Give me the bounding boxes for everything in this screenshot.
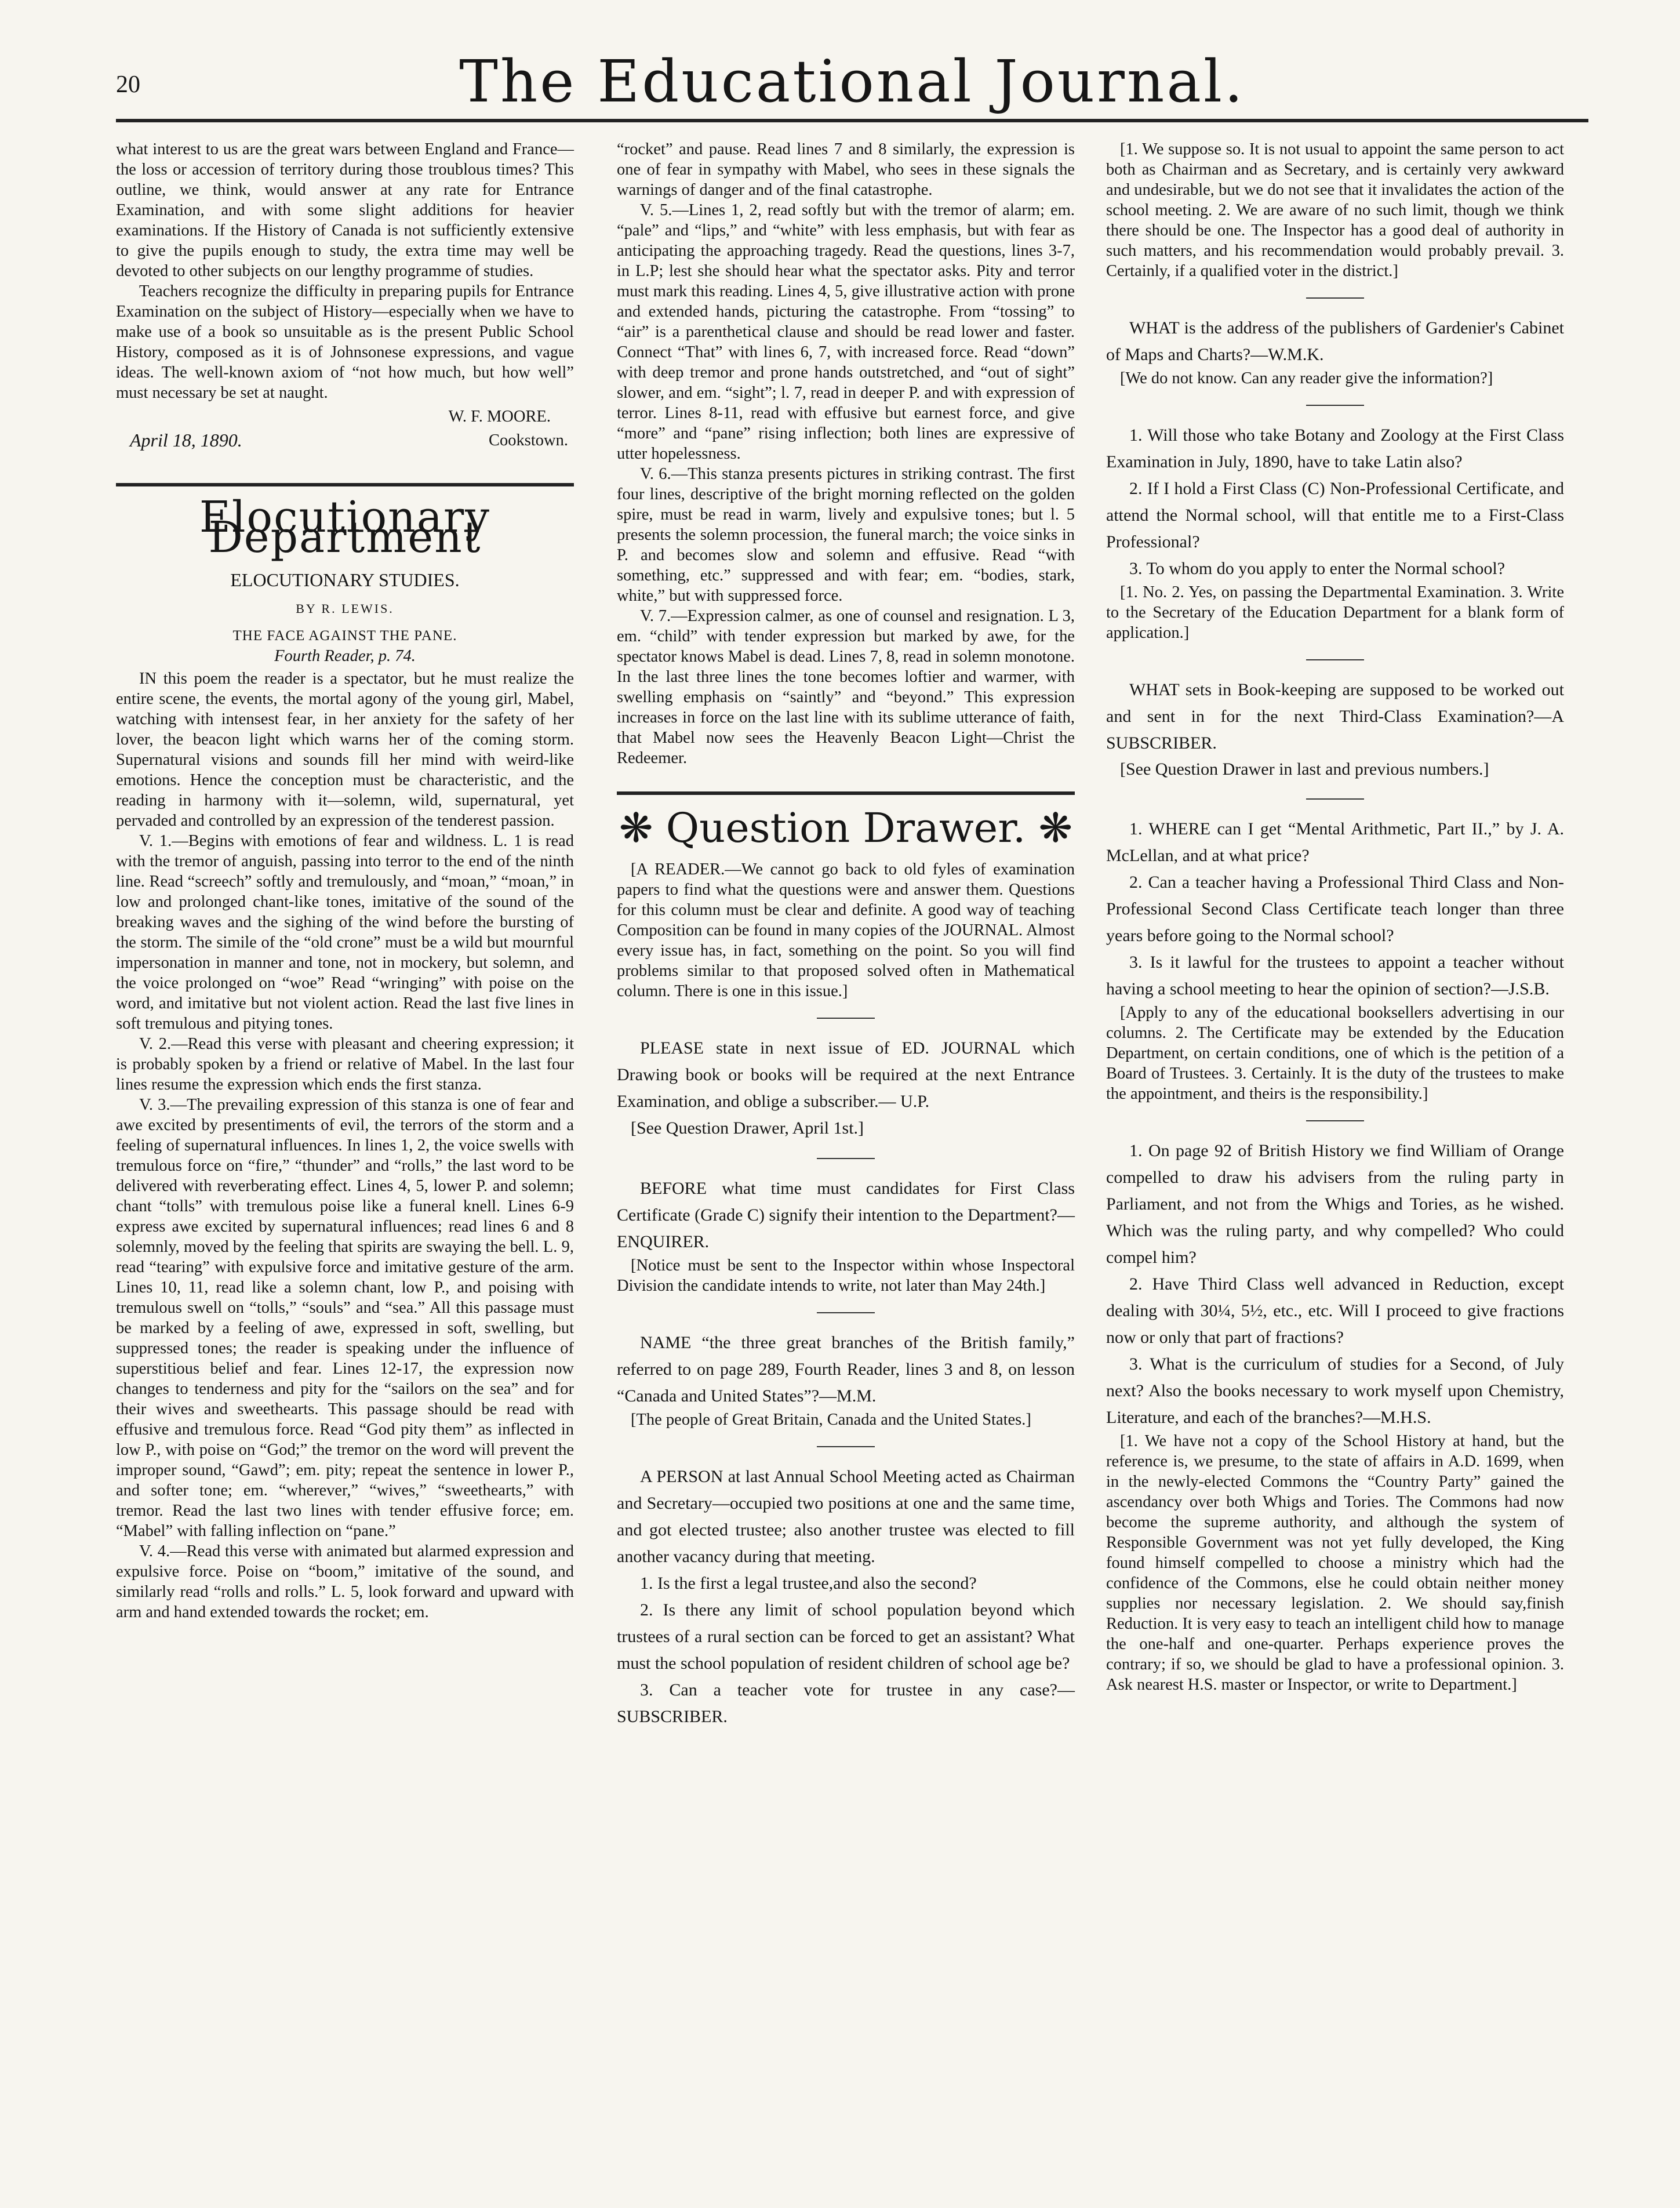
separator-rule bbox=[1306, 659, 1364, 660]
letter-paragraph: what interest to us are the great wars between England and France—the loss or accession of territory during those troublous times? This outline, we think, would answer at any rate for Entrance Examination, and with some slight additions for heavier examinations. If the History of Canada is not sufficiently extensive to give the pupils enough to study, the extra time may well be devoted to other subjects on our lengthy programme of studies. bbox=[116, 140, 574, 280]
question-item: 2. If I hold a First Class (C) Non-Professional Certificate, and attend the Normal school, will that entitle me to a First-Class Professional? bbox=[1106, 479, 1564, 551]
question-drawer-banner: ❋ Question Drawer. ❋ bbox=[617, 791, 1075, 838]
separator-rule bbox=[817, 1158, 875, 1159]
question-item: 2. Have Third Class well advanced in Reduction, except dealing with 30¼, 5½, etc., etc. Will I proceed to give fractions now or only that part of fractions? bbox=[1106, 1274, 1564, 1347]
question-text: WHAT sets in Book-keeping are supposed to be worked out and sent in for the next Third-Class Examination?—A SUBSCRIBER. bbox=[1106, 680, 1564, 753]
question-item: 1. WHERE can I get “Mental Arithmetic, Part II.,” by J. A. McLellan, and at what price? bbox=[1106, 819, 1564, 865]
question-item: 3. Is it lawful for the trustees to appoint a teacher without having a school meeting to hear the opinion of section?—J.S.B. bbox=[1106, 953, 1564, 998]
page-number: 20 bbox=[116, 71, 140, 98]
separator-rule bbox=[817, 1446, 875, 1447]
question-item: 1. On page 92 of British History we find William of Orange compelled to draw his advisers from the ruling party in Parliament, and not from the Whigs and Tories, as he wished. Which was the ruling party, and why compelled? Who could compel him? bbox=[1106, 1141, 1564, 1267]
answer-text: [Apply to any of the educational booksellers advertising in our columns. 2. The Certificate may be extended by the Education Department, on certain conditions, one of which is the petition of a Board of Trustees. 3. Certainly. It is the duty of the trustees to make the appointment, and theirs is the responsibility.] bbox=[1106, 1004, 1564, 1103]
elocutionary-banner: Elocutionary Department bbox=[116, 483, 574, 548]
question-text: BEFORE what time must candidates for First Class Certificate (Grade C) signify their intention to the Department?—ENQUIRER. bbox=[617, 1179, 1075, 1251]
question-text: NAME “the three great branches of the British family,” referred to on page 289, Fourth Reader, lines 3 and 8, on lesson “Canada and United States”?—M.M. bbox=[617, 1333, 1075, 1406]
header-rule bbox=[116, 119, 1588, 122]
article-paragraph: V. 3.—The prevailing expression of this stanza is one of fear and awe excited by presentiments of evil, the terrors of the storm and a feeling of supernatural influences. In lines 1, 2, the voice swells with tremulous force on “fire,” “thunder” and “rolls,” the last word to be delivered with reverberating effect. Lines 4, 5, lower P. and solemn; chant “tolls” with tremulous poise like a funeral knell. Lines 6-9 express awe excited by supernatural influences; read lines 6 and 8 solemnly, moved by the feeling that spirits are swaying the bell. L. 9, read “tearing” with expulsive force and imitative gesture of the arm. Lines 10, 11, read like a solemn chant, low P., and poising with tremulous swell on “tolls,” “souls” and “sea.” All this passage must be marked by a feeling of awe, expressed in soft, swelling, but suppressed tones; the reader is speaking under the influence of superstitious belief and fear. Lines 12-17, the expression now changes to tenderness and pity for the “sailors on the sea” and for their wives and sweethearts. This passage should be read with effusive and tremulous force. Read “God pity them” as inflected in low P., with poise on “God;” the tremor on the word will prevent the improper sound, “Gawd”; em. pity; repeat the sentence in lower P., and softer tone; em. “wherever,” “wives,” “sweethearts,” with tremor. Read the last two lines with tender effusive force; em. “Mabel” with falling inflection on “pane.” bbox=[116, 1096, 574, 1540]
answer-text: [See Question Drawer, April 1st.] bbox=[631, 1118, 864, 1138]
separator-rule bbox=[1306, 405, 1364, 406]
column-1 bbox=[116, 139, 574, 1622]
article-paragraph: V. 2.—Read this verse with pleasant and cheering expression; it is probably spoken by a friend or relative of Mabel. In the last four lines resume the expression which ends the first stanza. bbox=[116, 1035, 574, 1094]
separator-rule bbox=[817, 1312, 875, 1313]
answer-text: [See Question Drawer in last and previous numbers.] bbox=[1120, 760, 1489, 779]
answer-text: [1. No. 2. Yes, on passing the Departmental Examination. 3. Write to the Secretary of the Education Department for a blank form of application.] bbox=[1106, 583, 1564, 642]
separator-rule bbox=[1306, 798, 1364, 800]
question-text: WHAT is the address of the publishers of Gardenier's Cabinet of Maps and Charts?—W.M.K. bbox=[1106, 318, 1564, 364]
journal-title: The Educational Journal. bbox=[459, 48, 1245, 115]
poem-source: Fourth Reader, p. 74. bbox=[274, 647, 416, 665]
article-byline: BY R. LEWIS. bbox=[296, 601, 394, 616]
article-paragraph: V. 5.—Lines 1, 2, read softly but with the tremor of alarm; em. “pale” and “lips,” and “white” with less emphasis, but with fear as anticipating the approaching tragedy. Read the questions, lines 3-7, in L.P; lest she should hear what the spectator asks. Pity and terror must mark this reading. Lines 4, 5, give illustrative action with prone and extended hands, picturing the catastrophe. From “tossing” to “air” is a parenthetical clause and should be read lower and faster. Connect “That” with lines 6, 7, with increased force. Read “down” with deep tremor and prone hands outstretched, and “out of sight” slower, and em. “sight”; l. 7, read in deeper P. and with expression of terror. Lines 8-11, read with effusive but earnest force, and give “more” and “pane” rising inflection; both lines are expressive of utter hopelessness. bbox=[617, 201, 1075, 463]
question-text: A PERSON at last Annual School Meeting acted as Chairman and Secretary—occupied two positions at one and the same time, and got elected trustee; also another trustee was elected to fill another vacancy during that meeting. bbox=[617, 1467, 1075, 1566]
signature-date: April 18, 1890. bbox=[130, 430, 242, 451]
letter-paragraph: Teachers recognize the difficulty in preparing pupils for Entrance Examination on the subject of History—especially when we have to make use of a book so unsuitable as is the present Public School History, composed as it is of Johnsonese expressions, and vague ideas. The well-known axiom of “not how much, but how well” must necessary be set at naught. bbox=[116, 282, 574, 402]
question-item: 1. Will those who take Botany and Zoology at the First Class Examination in July, 1890, have to take Latin also? bbox=[1106, 426, 1564, 471]
answer-text: [A READER.—We cannot go back to old fyles of examination papers to find what the questions were and answer them. Questions for this column must be clear and definite. A good way of teaching Composition can be found in many copies of the JOURNAL. Almost every issue has, in fact, something on the point. So you will find problems similar to that proposed solved often in Mathematical column. There is one in this issue.] bbox=[617, 860, 1075, 1000]
answer-text: [1. We suppose so. It is not usual to appoint the same person to act both as Chairman and as Secretary, and is certainly very awkward and undesirable, but we do not see that it invalidates the action of the school meeting. 2. We are aware of no such limit, though we think there should be one. The Inspector has a good deal of authority in such matters, and his recommendation would probably prevail. 3. Certainly, if a qualified voter in the district.] bbox=[1106, 140, 1564, 280]
column-2 bbox=[617, 139, 1075, 1730]
column-3 bbox=[1106, 139, 1564, 1695]
article-paragraph: IN this poem the reader is a spectator, but he must realize the entire scene, the events, the mortal agony of the young girl, Mabel, watching with intensest fear, in her anxiety for the safety of her lover, the beacon light which warns her of the coming storm. Supernatural visions and sounds fill her mind with weird-like emotions. Hence the conception must be characteristic, and the reading in harmony with it—solemn, wild, supernatural, yet pervaded and controlled by an expression of the tenderest passion. bbox=[116, 670, 574, 830]
article-title: ELOCUTIONARY STUDIES. bbox=[230, 569, 460, 590]
article-paragraph: V. 4.—Read this verse with animated but alarmed expression and expulsive force. Poise on “boom,” imitative of the sound, and similarly read “rolls and rolls.” L. 5, look forward and upward with arm and hand extended towards the rocket; em. bbox=[116, 1542, 574, 1621]
question-item: 3. To whom do you apply to enter the Normal school? bbox=[1129, 559, 1506, 578]
signature-place: Cookstown. bbox=[489, 431, 568, 449]
separator-rule bbox=[1306, 297, 1364, 299]
poem-title: THE FACE AGAINST THE PANE. bbox=[232, 628, 457, 644]
question-item: 3. What is the curriculum of studies for a Second, of July next? Also the books necessary to work myself upon Chemistry, Literature, and each of the branches?—M.H.S. bbox=[1106, 1354, 1564, 1427]
answer-text: [1. We have not a copy of the School History at hand, but the reference is, we presume, to the state of affairs in A.D. 1699, when in the newly-elected Commons the “Country Party” gained the ascendancy over both Whigs and Tories. The Commons had now become the supreme authority, and although the system of Responsible Government was not yet fully developed, the King found himself compelled to choose a ministry which had the confidence of the Commons, else he could obtain neither money supplies nor necessary legislation. 2. We should say,finish Reduction. It is very easy to teach an intelligent child how to manage the one-half and one-quarter. Perhaps experience proves the contrary; if so, we should be glad to have a professional opinion. 3. Ask nearest H.S. master or Inspector, or write to Department.] bbox=[1106, 1432, 1564, 1694]
article-paragraph: V. 7.—Expression calmer, as one of counsel and resignation. L 3, em. “child” with tender expression but marked by awe, for the spectator knows Mabel is dead. Lines 7, 8, read in solemn monotone. In the last three lines the tone becomes loftier and warmer, with swelling emphasis on “saintly” and “beyond.” This expression increases in force on the last line with its sublime utterance of faith, that Mabel now sees the Heavenly Beacon Light—Christ the Redeemer. bbox=[617, 607, 1075, 767]
article-paragraph: “rocket” and pause. Read lines 7 and 8 similarly, the expression is one of fear in sympathy with Mabel, who sees in these signals the warnings of danger and of the final catastrophe. bbox=[617, 140, 1075, 199]
answer-text: [The people of Great Britain, Canada and the United States.] bbox=[631, 1411, 1031, 1429]
question-text: PLEASE state in next issue of ED. JOURNAL which Drawing book or books will be required at the next Entrance Examination, and oblige a subscriber.— U.P. bbox=[617, 1038, 1075, 1111]
question-item: 2. Can a teacher having a Professional Third Class and Non-Professional Second Class Certificate teach longer than three years before going to the Normal school? bbox=[1106, 873, 1564, 945]
article-paragraph: V. 6.—This stanza presents pictures in striking contrast. The first four lines, descriptive of the bright morning reflected on the golden spire, must be read in warm, lively and expulsive tones; but l. 5 presents the solemn procession, the funeral march; the voice sinks in P. and becomes slow and solemn and effusive. Read “with something, etc.” suppressed and with fear; em. “bodies, stark, white,” but with suppressed force. bbox=[617, 465, 1075, 605]
question-item: 2. Is there any limit of school population beyond which trustees of a rural section can be forced to get an assistant? What must the school population of resident children of school age be? bbox=[617, 1600, 1075, 1673]
answer-text: [We do not know. Can any reader give the information?] bbox=[1120, 369, 1493, 387]
page-header bbox=[116, 48, 1588, 115]
article-paragraph: V. 1.—Begins with emotions of fear and wildness. L. 1 is read with the tremor of anguish, passing into terror to the end of the ninth line. Read “screech” softly and tremulously, and “moan,” “moan,” in low and prolonged chant-like tones, imitative of the sound of the breaking waves and the sighing of the wind before the bursting of the storm. The simile of the “old crone” must be a wild but mournful impersonation in manner and tone, not in mockery, but solemn, and the voice prolonged on “woe” Read “wringing” with poise on the word, and imitative but not violent action. Read the last five lines in soft tremulous and pitying tones. bbox=[116, 832, 574, 1033]
separator-rule bbox=[1306, 1120, 1364, 1121]
separator-rule bbox=[817, 1018, 875, 1019]
signature-line bbox=[116, 430, 574, 451]
signature-block bbox=[116, 406, 574, 427]
question-item: 1. Is the first a legal trustee,and also the second? bbox=[640, 1574, 977, 1593]
signature-name: W. F. MOORE. bbox=[448, 408, 551, 426]
answer-text: [Notice must be sent to the Inspector within whose Inspectoral Division the candidate intends to write, not later than May 24th.] bbox=[617, 1256, 1075, 1295]
question-item: 3. Can a teacher vote for trustee in any case?—SUBSCRIBER. bbox=[617, 1680, 1075, 1726]
